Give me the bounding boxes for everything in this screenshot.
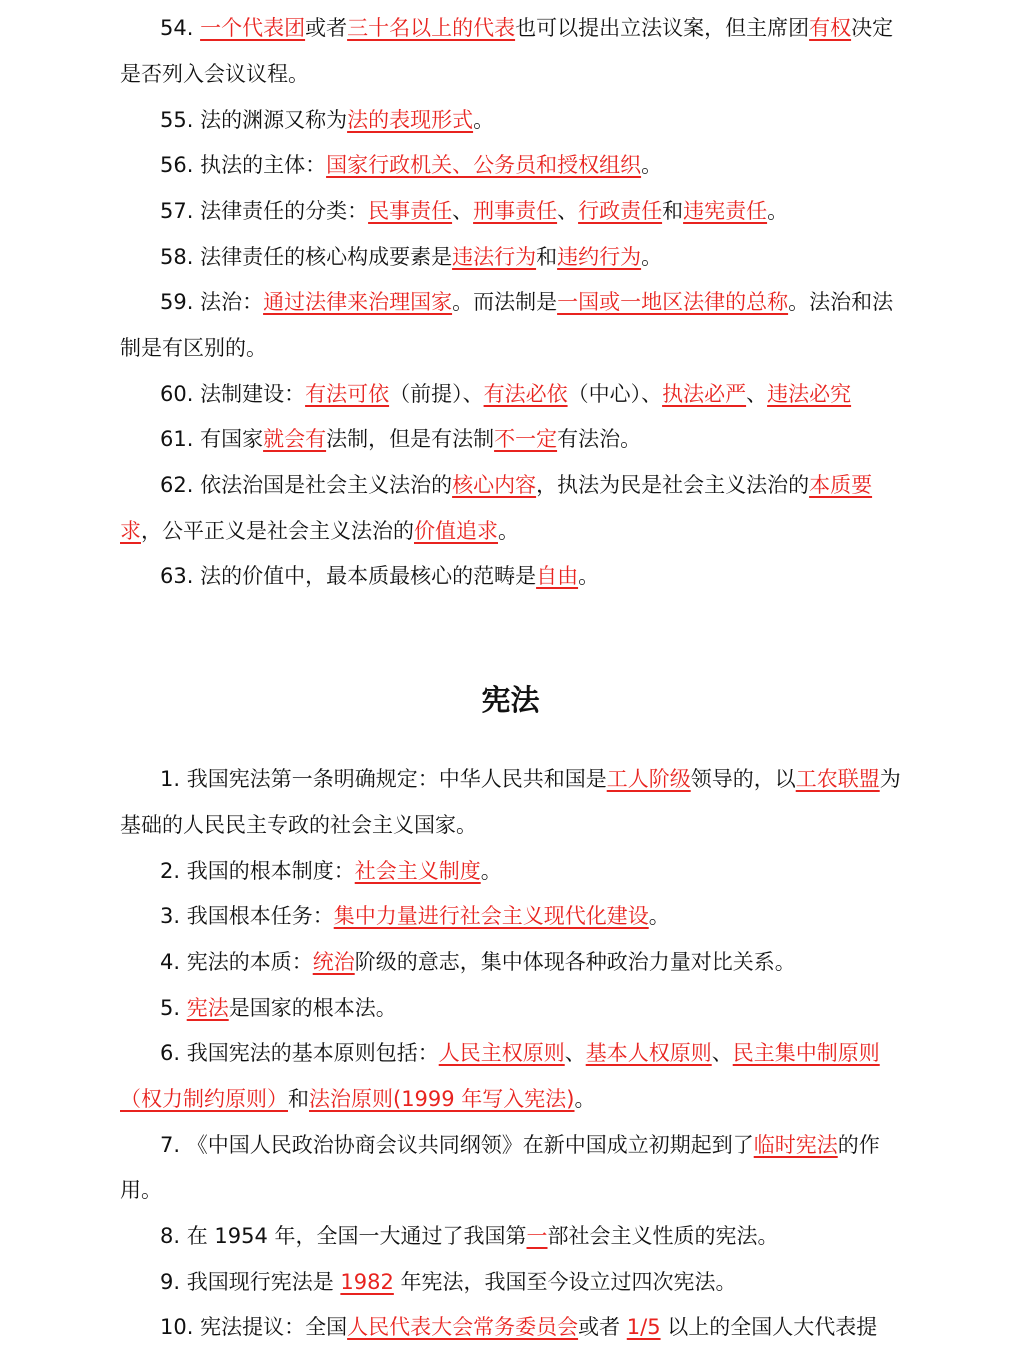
plain-text: 也可以提出立法议案，但主席团 <box>515 16 810 40</box>
answer-text: 民事责任 <box>368 199 453 223</box>
answer-text: 法的表现形式 <box>347 108 474 132</box>
answer-text: 通过法律来治理国家 <box>263 290 453 314</box>
plain-text: 。 <box>578 564 600 588</box>
answer-text: 社会主义制度 <box>354 859 481 883</box>
plain-text: 。 <box>473 108 495 132</box>
plain-text: 和 <box>662 199 684 223</box>
answer-text: 求 <box>120 519 141 543</box>
answer-text: 本质要 <box>809 473 873 497</box>
answer-text: 集中力量进行社会主义现代化建设 <box>333 904 649 928</box>
plain-text: 5. <box>160 996 187 1020</box>
text-line <box>160 1130 880 1160</box>
text-line <box>120 1175 162 1205</box>
plain-text: 63. 法的价值中，最本质最核心的范畴是 <box>160 564 537 588</box>
plain-text: 、 <box>564 1041 586 1065</box>
plain-text: 用。 <box>120 1178 162 1202</box>
answer-text: 临时宪法 <box>753 1133 838 1157</box>
section-title: 宪法 <box>481 683 540 717</box>
answer-text: 人民代表大会常务委员会 <box>347 1315 579 1339</box>
plain-text: 或者 <box>305 16 348 40</box>
plain-text: 、 <box>746 382 768 406</box>
text-line <box>160 242 662 272</box>
answer-text: 行政责任 <box>578 199 663 223</box>
plain-text: 62. 依法治国是社会主义法治的 <box>160 473 453 497</box>
answer-text: 违法行为 <box>452 245 537 269</box>
answer-text: 刑事责任 <box>473 199 558 223</box>
plain-text: 2. 我国的根本制度： <box>160 859 355 883</box>
plain-text: 。 <box>641 245 663 269</box>
text-line <box>120 810 477 840</box>
plain-text: 是国家的根本法。 <box>228 996 397 1020</box>
plain-text: 54. <box>160 16 201 40</box>
answer-text: 人民主权原则 <box>438 1041 565 1065</box>
plain-text: 以上的全国人大代表提 <box>660 1315 878 1339</box>
plain-text: 决定 <box>851 16 894 40</box>
plain-text: 。 <box>641 153 663 177</box>
answer-text: 就会有 <box>263 427 327 451</box>
plain-text: 年宪法，我国至今设立过四次宪法。 <box>393 1270 737 1294</box>
answer-text: 不一定 <box>494 427 558 451</box>
answer-text: 一国或一地区法律的总称 <box>557 290 789 314</box>
text-line <box>160 561 599 591</box>
plain-text: 。而法制是 <box>452 290 558 314</box>
answer-text: 三十名以上的代表 <box>347 16 516 40</box>
answer-text: （权力制约原则） <box>120 1087 288 1111</box>
text-line <box>160 424 641 454</box>
plain-text: （前提）、 <box>389 382 484 406</box>
answer-text: 价值追求 <box>414 519 498 543</box>
text-line <box>160 105 494 135</box>
plain-text: 的作 <box>837 1133 880 1157</box>
plain-text: 58. 法律责任的核心构成要素是 <box>160 245 453 269</box>
plain-text: 。 <box>574 1087 596 1111</box>
plain-text: 。 <box>480 859 502 883</box>
answer-text: 基本人权原则 <box>585 1041 712 1065</box>
text-line <box>160 947 796 977</box>
plain-text: 或者 <box>578 1315 627 1339</box>
text-line <box>120 1084 596 1114</box>
answer-text: 执法必严 <box>662 382 747 406</box>
text-line <box>160 1221 779 1251</box>
text-line <box>160 287 893 317</box>
answer-text: 违约行为 <box>557 245 642 269</box>
plain-text: 有法治。 <box>557 427 642 451</box>
text-line <box>120 516 519 546</box>
plain-text: 和 <box>536 245 558 269</box>
plain-text: 3. 我国根本任务： <box>160 904 334 928</box>
text-line <box>160 993 397 1023</box>
text-line <box>160 764 901 794</box>
plain-text: 是否列入会议议程。 <box>120 62 309 86</box>
plain-text: 法制，但是有法制 <box>326 427 495 451</box>
plain-text: 56. 执法的主体： <box>160 153 327 177</box>
plain-text: 和 <box>288 1087 309 1111</box>
answer-text: 1/5 <box>626 1315 661 1339</box>
plain-text: 部社会主义性质的宪法。 <box>547 1224 779 1248</box>
plain-text: 4. 宪法的本质： <box>160 950 313 974</box>
plain-text: 60. 法制建设： <box>160 382 306 406</box>
plain-text: ，公平正义是社会主义法治的 <box>141 519 414 543</box>
plain-text: 57. 法律责任的分类： <box>160 199 369 223</box>
answer-text: 有法必依 <box>483 382 568 406</box>
text-line <box>160 379 851 409</box>
plain-text: 7. 《中国人民政治协商会议共同纲领》在新中国成立初期起到了 <box>160 1133 754 1157</box>
answer-text: 统治 <box>312 950 355 974</box>
text-line <box>160 1312 877 1342</box>
plain-text: 。 <box>648 904 670 928</box>
plain-text: 55. 法的渊源又称为 <box>160 108 348 132</box>
answer-text: 1982 <box>340 1270 394 1294</box>
answer-text: 核心内容 <box>452 473 537 497</box>
plain-text: 领导的，以 <box>690 767 796 791</box>
plain-text: 59. 法治： <box>160 290 264 314</box>
answer-text: 民主集中制原则 <box>732 1041 880 1065</box>
text-line <box>160 13 893 43</box>
plain-text: 制是有区别的。 <box>120 336 267 360</box>
answer-text: 违法必究 <box>767 382 852 406</box>
text-line <box>160 1267 737 1297</box>
answer-text: 宪法 <box>186 996 229 1020</box>
answer-text: 有法可依 <box>305 382 390 406</box>
plain-text: 、 <box>557 199 579 223</box>
plain-text: ，执法为民是社会主义法治的 <box>536 473 810 497</box>
plain-text: 1. 我国宪法第一条明确规定：中华人民共和国是 <box>160 767 607 791</box>
plain-text: 。 <box>767 199 789 223</box>
plain-text: 9. 我国现行宪法是 <box>160 1270 341 1294</box>
answer-text: 一个代表团 <box>200 16 306 40</box>
plain-text: 。 <box>498 519 519 543</box>
plain-text: 、 <box>711 1041 733 1065</box>
answer-text: 国家行政机关、公务员和授权组织 <box>326 153 642 177</box>
answer-text: 法治原则(1999 年写入宪法) <box>309 1087 575 1111</box>
text-line <box>160 901 670 931</box>
answer-text: 有权 <box>809 16 852 40</box>
plain-text: 阶级的意志，集中体现各种政治力量对比关系。 <box>354 950 796 974</box>
plain-text: 为 <box>879 767 901 791</box>
plain-text: 8. 在 1954 年，全国一大通过了我国第 <box>160 1224 527 1248</box>
answer-text: 工农联盟 <box>795 767 880 791</box>
text-line <box>160 856 502 886</box>
text-line <box>120 333 267 363</box>
plain-text: 61. 有国家 <box>160 427 264 451</box>
text-line <box>160 470 872 500</box>
text-line <box>160 196 788 226</box>
text-line <box>120 59 309 89</box>
text-line <box>160 1038 880 1068</box>
plain-text: 。法治和法 <box>788 290 894 314</box>
plain-text: （中心）、 <box>567 382 663 406</box>
answer-text: 工人阶级 <box>606 767 691 791</box>
answer-text: 一 <box>526 1224 548 1248</box>
text-line <box>160 150 662 180</box>
plain-text: 基础的人民民主专政的社会主义国家。 <box>120 813 477 837</box>
answer-text: 自由 <box>536 564 579 588</box>
plain-text: 、 <box>452 199 474 223</box>
plain-text: 6. 我国宪法的基本原则包括： <box>160 1041 439 1065</box>
plain-text: 10. 宪法提议：全国 <box>160 1315 348 1339</box>
answer-text: 违宪责任 <box>683 199 768 223</box>
